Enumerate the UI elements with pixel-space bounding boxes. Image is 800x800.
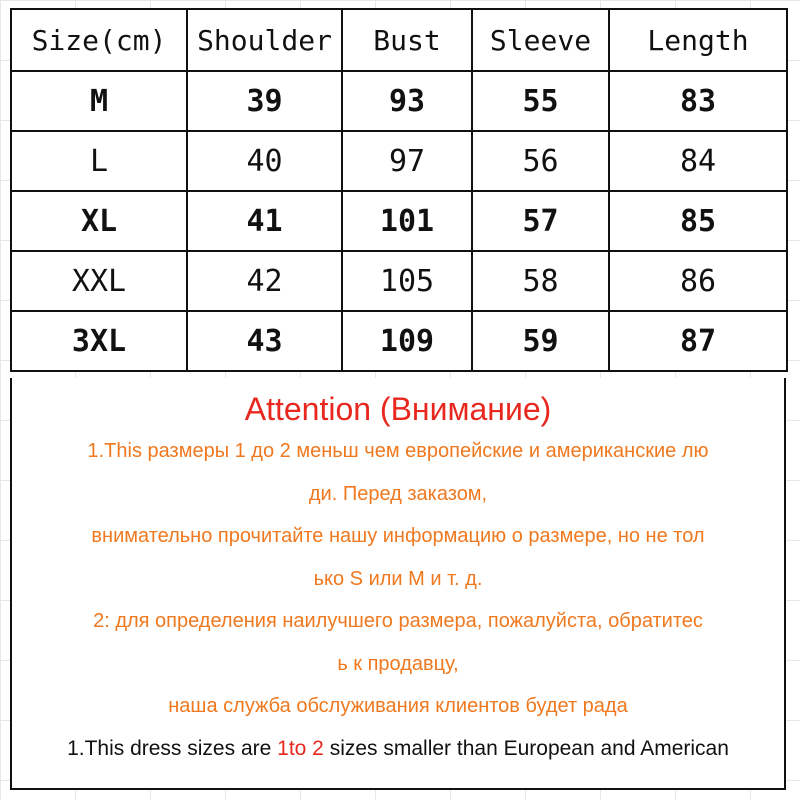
note-line: наша служба обслуживания клиентов будет рада	[168, 695, 628, 717]
cell-shoulder: 39	[187, 71, 342, 131]
header-sleeve: Sleeve	[472, 9, 609, 71]
cell-length: 85	[609, 191, 787, 251]
cell-shoulder: 42	[187, 251, 342, 311]
cell-length: 84	[609, 131, 787, 191]
header-size: Size(cm)	[11, 9, 187, 71]
note-line: 2: для определения наилучшего размера, пожалуйста, обратитес	[93, 610, 703, 632]
cell-bust: 101	[342, 191, 472, 251]
english-note-text: sizes smaller than European and American	[323, 736, 729, 760]
cell-size: XXL	[11, 251, 187, 311]
english-note-highlight: 1to 2	[277, 736, 324, 760]
note-line: 1.This размеры 1 до 2 меньш чем европейские и американские лю	[87, 440, 709, 462]
cell-length: 83	[609, 71, 787, 131]
cell-bust: 97	[342, 131, 472, 191]
english-note-text: 1.This dress sizes are	[67, 736, 278, 760]
table-row	[11, 131, 787, 191]
note-line: ько S или M и т. д.	[313, 567, 483, 590]
table-row	[11, 251, 787, 311]
size-chart-table	[10, 8, 788, 372]
cell-length: 86	[609, 251, 787, 311]
cell-bust: 109	[342, 311, 472, 371]
attention-notes-box	[10, 378, 786, 790]
header-shoulder: Shoulder	[187, 9, 342, 71]
cell-sleeve: 56	[472, 131, 609, 191]
cell-sleeve: 57	[472, 191, 609, 251]
table-header-row	[11, 9, 787, 71]
cell-size: 3XL	[11, 311, 187, 371]
attention-title: Attention (Внимание)	[244, 391, 552, 427]
note-line: ди. Перед заказом,	[308, 482, 488, 505]
cell-sleeve: 55	[472, 71, 609, 131]
table-row	[11, 311, 787, 371]
cell-shoulder: 43	[187, 311, 342, 371]
note-line: внимательно прочитайте нашу информацию о размере, но не тол	[91, 525, 705, 547]
cell-bust: 93	[342, 71, 472, 131]
cell-bust: 105	[342, 251, 472, 311]
cell-shoulder: 40	[187, 131, 342, 191]
cell-sleeve: 58	[472, 251, 609, 311]
cell-sleeve: 59	[472, 311, 609, 371]
cell-size: L	[11, 131, 187, 191]
note-line: ь к продавцу,	[337, 652, 459, 675]
table-row	[11, 71, 787, 131]
header-bust: Bust	[342, 9, 472, 71]
header-length: Length	[609, 9, 787, 71]
table-row	[11, 191, 787, 251]
cell-shoulder: 41	[187, 191, 342, 251]
cell-size: M	[11, 71, 187, 131]
cell-length: 87	[609, 311, 787, 371]
cell-size: XL	[11, 191, 187, 251]
english-note-line	[12, 728, 784, 771]
